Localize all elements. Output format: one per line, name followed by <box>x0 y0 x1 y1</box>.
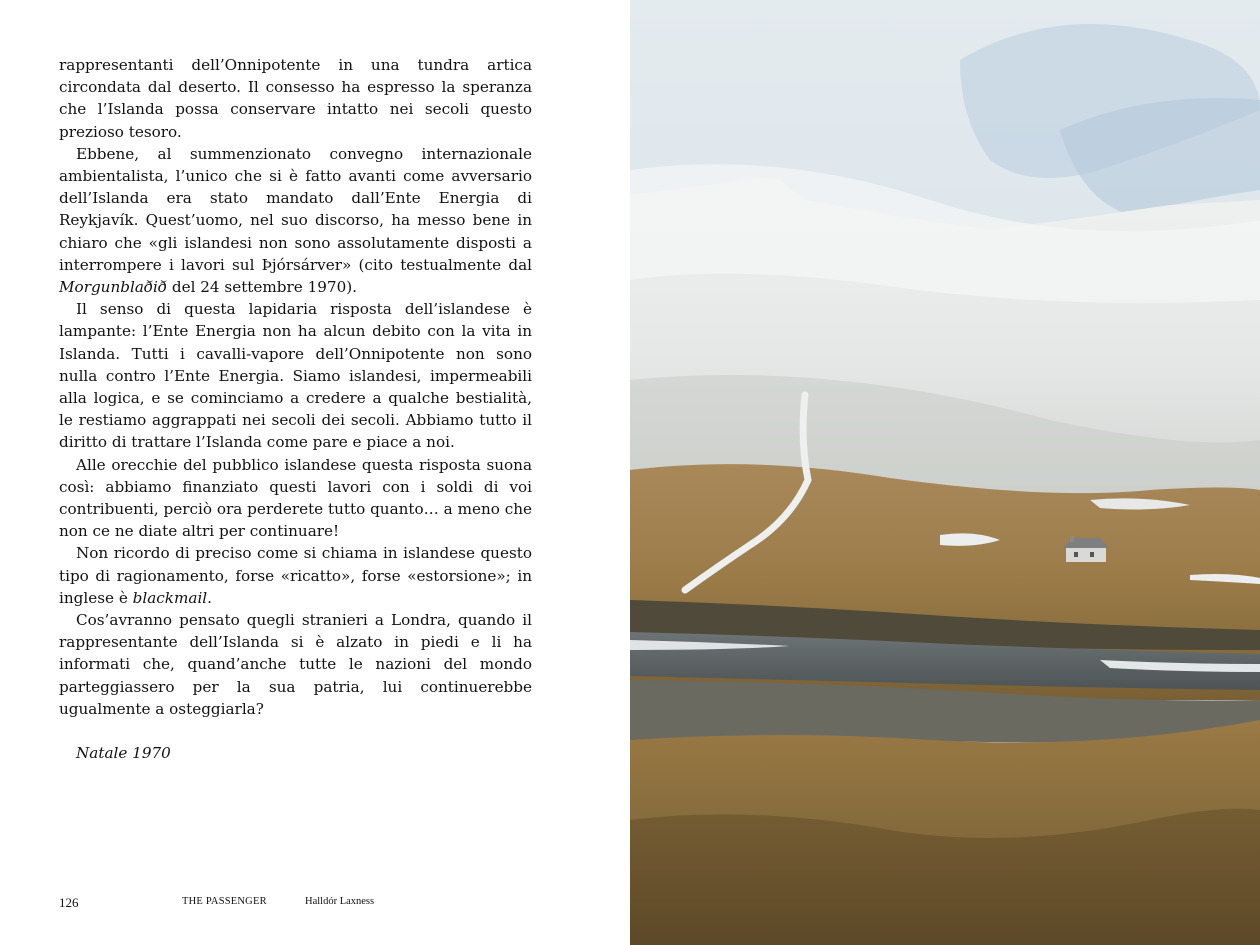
paragraph-2-text: Ebbene, al summenzionato convegno internazionale ambientalista, l’unico che si è fatto avanti come avversario dell’Islanda era stato mandato dall’Ente Energia di Reykjavík. Quest’uomo, nel suo discorso, ha messo bene in chiaro che «gli islandesi non sono assolutamente disposti a interrompere i lavori sul Þjórsárver» (cito testualmente dal <box>59 144 532 274</box>
landscape-photo <box>630 0 1260 945</box>
paragraph-5-tail: . <box>207 588 212 607</box>
english-term: blackmail <box>132 588 208 607</box>
paragraph-6: Cos’avranno pensato quegli stranieri a Londra, quando il rappresentante dell’Islanda si è alzato in piedi e li ha informati che, quand’anche tutte le nazioni del mondo parteggiassero per la sua patria, lui continuerebbe ugualmente a osteggiarla? <box>59 611 532 718</box>
paragraph-2-tail: del 24 settembre 1970). <box>167 278 357 297</box>
author-name: Halldór Laxness <box>305 896 375 907</box>
article-text <box>59 54 532 764</box>
paragraph-2 <box>59 143 532 298</box>
paragraph-3: Il senso di questa lapidaria risposta dell’islandese è lampante: l’Ente Energia non ha alcun debito con la vita in Islanda. Tutti i cavalli-vapore dell’Onnipotente non sono nulla contro l’Ente Energia. Siamo islandesi, impermeabili alla logica, e se cominciamo a credere a qualche bestialità, le restiamo aggrappati nei secoli dei secoli. Abbiamo tutto il diritto di trattare l’Islanda come pare e piace a noi. <box>59 300 532 452</box>
page-footer <box>0 895 630 915</box>
paragraph-1: rappresentanti dell’Onnipotente in una tundra artica circondata dal deserto. Il consesso ha espresso la speranza che l’Islanda possa conservare intatto nei secoli questo prezioso tesoro. <box>59 56 532 141</box>
paragraph-5-text: Non ricordo di preciso come si chiama in islandese questo tipo di ragionamento, forse «ricatto», forse «estorsione»; in inglese è <box>59 544 532 607</box>
newspaper-title: Morgunblaðið <box>59 278 168 297</box>
page-number: 126 <box>59 895 79 910</box>
signoff-date: Natale 1970 <box>76 744 171 763</box>
paragraph-4: Alle orecchie del pubblico islandese questa risposta suona così: abbiamo finanziato questi lavori con i soldi di voi contribuenti, perciò ora perderete tutto quanto… a meno che non ce ne diate altri per continuare! <box>59 455 532 541</box>
magazine-title: THE PASSENGER <box>182 896 267 907</box>
paragraph-5 <box>59 542 532 609</box>
